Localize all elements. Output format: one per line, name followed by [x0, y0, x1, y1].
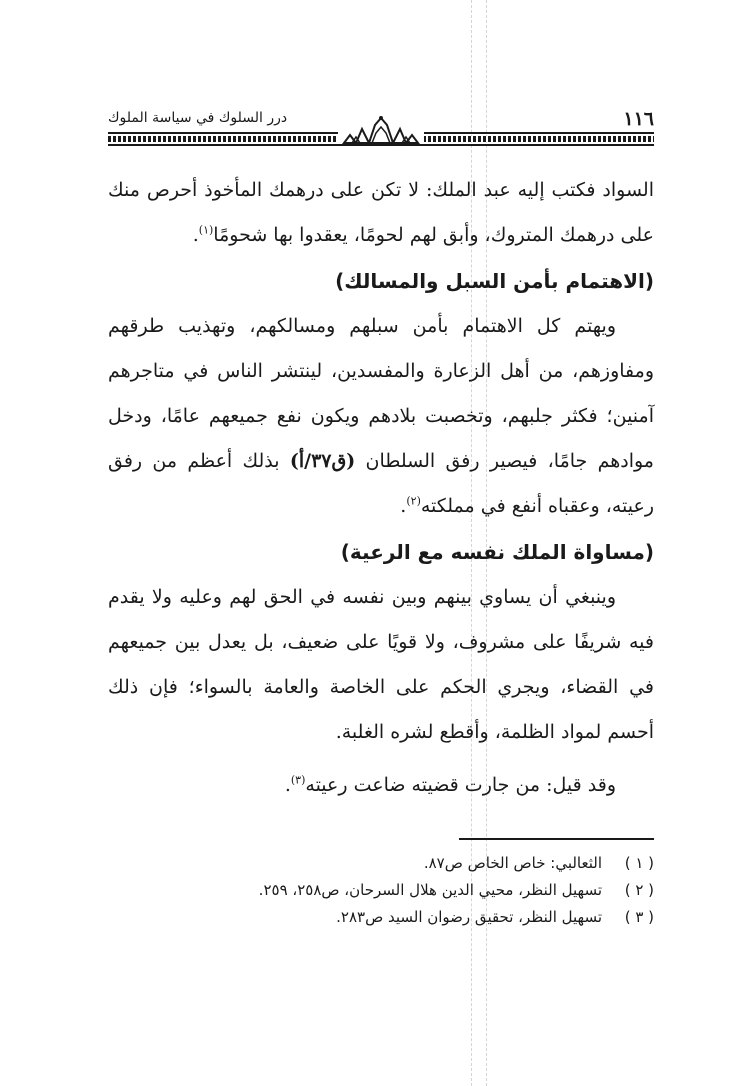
- paragraph: وقد قيل: من جارت قضيته ضاعت رعيته$^{(٣)}$.: [284, 773, 616, 796]
- footnotes: [108, 850, 654, 931]
- footnote-separator: [459, 838, 654, 840]
- page-number: ١١٦: [623, 108, 654, 130]
- paragraph: وينبغي أن يساوي بينهم وبين نفسه في الحق لهم وعليه ولا يقدم فيه شريفًا على مشروف، ولا قويًا على ضعيف، بل يعدل بين جميعهم في القضاء، ويجري الحكم على الخاصة والعامة بالسواء؛ فإن ذلك أحسم لمواد الظلمة، وأقطع لشره الغلبة.: [108, 586, 654, 743]
- main-text: [108, 168, 654, 808]
- footnote-text: الثعالبي: خاص الخاص ص٨٧.: [423, 854, 602, 872]
- footnote-text: تسهيل النظر، محيي الدين هلال السرحان، ص٢٥٨، ٢٥٩.: [258, 881, 602, 899]
- paragraph: ويهتم كل الاهتمام بأمن سبلهم ومسالكهم، وتهذيب طرقهم ومفاوزهم، من أهل الزعارة والمفسدين، لينتشر الناس في متاجرهم آمنين؛ فكثر جلبهم، وتخصبت بلادهم ويكون نفع جميعهم عامًا، ودخل موادهم جامًا، فيصير رفق السلطان (ق٣٧/أ) بذلك أعظم من رفق رعيته، وعقباه أنفع في مملكته$^{(٢)}$.: [108, 315, 654, 517]
- footnote-number: ( ٢ ): [624, 881, 654, 899]
- footnote-marker: (١): [198, 223, 214, 237]
- footnote-item: [108, 850, 654, 877]
- footnote-text: تسهيل النظر، تحقيق رضوان السيد ص٢٨٣.: [336, 908, 602, 926]
- footnote-number: ( ٣ ): [624, 908, 654, 926]
- footnote-marker: (٢): [406, 494, 421, 508]
- paragraph: السواد فكتب إليه عبد الملك: لا تكن على درهمك المأخوذ أحرص منك على درهمك المتروك، وأبق لهم لحومًا، يعقدوا بها شحومًا$^{(١)}$.: [108, 179, 654, 246]
- footnote-number: ( ١ ): [624, 854, 654, 872]
- footnote-item: [108, 904, 654, 931]
- footnote-marker: (٣): [290, 773, 306, 787]
- section-heading: (الاهتمام بأمن السبل والمسالك): [335, 269, 654, 293]
- section-heading: (مساواة الملك نفسه مع الرعية): [340, 540, 654, 564]
- running-title: درر السلوك في سياسة الملوك: [108, 110, 288, 126]
- manuscript-reference: (ق٣٧/أ): [289, 450, 356, 472]
- footnote-item: [108, 877, 654, 904]
- crown-ornament-icon: [338, 115, 424, 151]
